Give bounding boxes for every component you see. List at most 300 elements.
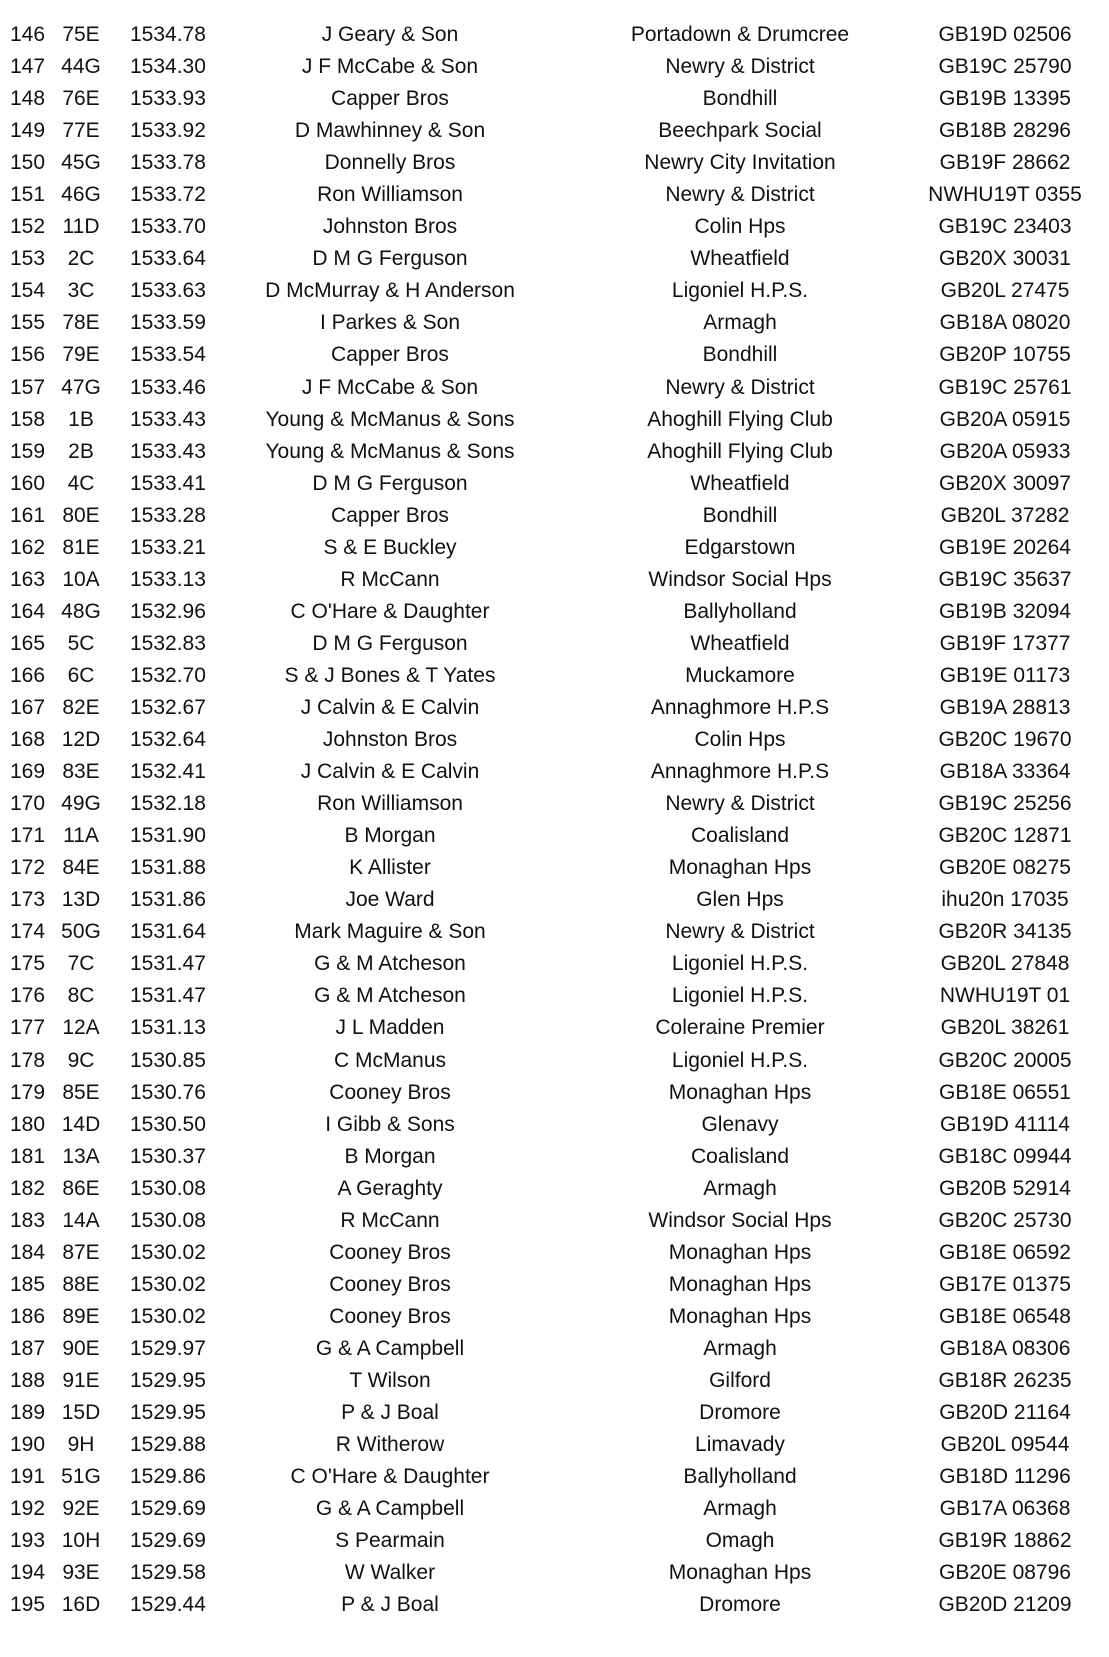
velocity-cell: 1533.63	[130, 279, 206, 303]
ring-number-cell: GB20B 52914	[939, 1176, 1071, 1200]
fancier-name-cell: Ron Williamson	[317, 183, 463, 207]
table-row	[0, 724, 1109, 756]
ring-number-cell: GB19F 28662	[939, 151, 1071, 175]
table-row	[0, 275, 1109, 307]
position-cell: 183	[10, 1208, 46, 1232]
fancier-name-cell: Capper Bros	[331, 503, 449, 527]
velocity-cell: 1533.93	[130, 87, 206, 111]
table-row	[0, 1429, 1109, 1461]
club-name-cell: Armagh	[703, 1336, 777, 1360]
fancier-name-cell: W Walker	[344, 1561, 436, 1585]
position-cell: 153	[10, 247, 46, 271]
club-name-cell: Beechpark Social	[658, 119, 822, 143]
velocity-cell: 1530.37	[130, 1144, 206, 1168]
table-row	[0, 532, 1109, 564]
table-row	[0, 948, 1109, 980]
position-cell: 188	[10, 1368, 46, 1392]
ring-number-cell: GB19C 23403	[938, 215, 1072, 239]
table-row	[0, 1493, 1109, 1525]
velocity-cell: 1533.41	[130, 471, 206, 495]
table-row	[0, 1269, 1109, 1301]
velocity-cell: 1533.92	[130, 119, 206, 143]
position-cell: 161	[10, 503, 46, 527]
fancier-name-cell: J F McCabe & Son	[301, 55, 479, 79]
club-name-cell: Newry & District	[665, 920, 815, 944]
ring-number-cell: GB19C 35637	[938, 567, 1072, 591]
ring-number-cell: GB20A 05933	[939, 439, 1071, 463]
pen-code-cell: 47G	[61, 375, 101, 399]
position-cell: 149	[10, 119, 46, 143]
fancier-name-cell: P & J Boal	[341, 1593, 439, 1617]
velocity-cell: 1533.43	[130, 439, 206, 463]
position-cell: 156	[10, 343, 46, 367]
table-row	[0, 179, 1109, 211]
fancier-name-cell: G & A Campbell	[315, 1497, 465, 1521]
position-cell: 157	[10, 375, 46, 399]
fancier-name-cell: D M G Ferguson	[312, 247, 468, 271]
fancier-name-cell: I Parkes & Son	[319, 311, 461, 335]
table-row	[0, 980, 1109, 1012]
club-name-cell: Windsor Social Hps	[648, 567, 832, 591]
pen-code-cell: 85E	[62, 1080, 100, 1104]
ring-number-cell: GB20C 20005	[938, 1048, 1072, 1072]
table-row	[0, 115, 1109, 147]
ring-number-cell: GB20A 05915	[939, 407, 1071, 431]
fancier-name-cell: G & A Campbell	[315, 1336, 465, 1360]
fancier-name-cell: Joe Ward	[345, 888, 435, 912]
velocity-cell: 1532.41	[130, 760, 206, 784]
pen-code-cell: 3C	[67, 279, 95, 303]
club-name-cell: Armagh	[703, 1176, 777, 1200]
velocity-cell: 1533.21	[130, 535, 206, 559]
club-name-cell: Dromore	[699, 1593, 781, 1617]
pen-code-cell: 8C	[67, 984, 95, 1008]
club-name-cell: Dromore	[699, 1401, 781, 1425]
ring-number-cell: GB20C 25730	[938, 1208, 1072, 1232]
pen-code-cell: 90E	[62, 1336, 100, 1360]
table-row	[0, 372, 1109, 404]
velocity-cell: 1529.97	[130, 1336, 206, 1360]
table-row	[0, 756, 1109, 788]
fancier-name-cell: B Morgan	[344, 1144, 436, 1168]
pen-code-cell: 2C	[67, 247, 95, 271]
club-name-cell: Monaghan Hps	[668, 1272, 812, 1296]
club-name-cell: Monaghan Hps	[668, 1561, 812, 1585]
table-row	[0, 51, 1109, 83]
pen-code-cell: 16D	[61, 1593, 101, 1617]
position-cell: 164	[10, 599, 46, 623]
fancier-name-cell: Cooney Bros	[329, 1272, 451, 1296]
table-row	[0, 1141, 1109, 1173]
club-name-cell: Newry & District	[665, 375, 815, 399]
position-cell: 191	[10, 1465, 46, 1489]
fancier-name-cell: Johnston Bros	[322, 215, 458, 239]
velocity-cell: 1532.18	[130, 792, 206, 816]
ring-number-cell: GB19C 25790	[938, 55, 1072, 79]
fancier-name-cell: G & M Atcheson	[314, 984, 466, 1008]
ring-number-cell: GB20E 08796	[939, 1561, 1071, 1585]
velocity-cell: 1529.95	[130, 1368, 206, 1392]
velocity-cell: 1531.47	[130, 984, 206, 1008]
velocity-cell: 1533.72	[130, 183, 206, 207]
position-cell: 159	[10, 439, 46, 463]
velocity-cell: 1529.88	[130, 1433, 206, 1457]
fancier-name-cell: C O'Hare & Daughter	[290, 1465, 490, 1489]
position-cell: 192	[10, 1497, 46, 1521]
fancier-name-cell: R McCann	[340, 567, 440, 591]
club-name-cell: Armagh	[703, 311, 777, 335]
pen-code-cell: 89E	[62, 1304, 100, 1328]
table-row	[0, 916, 1109, 948]
ring-number-cell: GB18B 28296	[939, 119, 1071, 143]
club-name-cell: Annaghmore H.P.S	[650, 760, 830, 784]
ring-number-cell: GB19B 13395	[939, 87, 1071, 111]
ring-number-cell: GB19C 25761	[938, 375, 1072, 399]
position-cell: 182	[10, 1176, 46, 1200]
fancier-name-cell: D M G Ferguson	[312, 631, 468, 655]
club-name-cell: Colin Hps	[694, 215, 786, 239]
pen-code-cell: 86E	[62, 1176, 100, 1200]
table-row	[0, 660, 1109, 692]
fancier-name-cell: Cooney Bros	[329, 1240, 451, 1264]
table-row	[0, 307, 1109, 339]
pen-code-cell: 13D	[61, 888, 101, 912]
ring-number-cell: GB20L 09544	[940, 1433, 1070, 1457]
fancier-name-cell: B Morgan	[344, 824, 436, 848]
pen-code-cell: 9H	[67, 1433, 95, 1457]
ring-number-cell: GB20C 19670	[938, 728, 1072, 752]
pen-code-cell: 11D	[62, 215, 100, 239]
ring-number-cell: GB20E 08275	[939, 856, 1071, 880]
position-cell: 152	[10, 215, 46, 239]
velocity-cell: 1529.44	[130, 1593, 206, 1617]
pen-code-cell: 11A	[63, 824, 99, 848]
club-name-cell: Ligoniel H.P.S.	[671, 279, 809, 303]
position-cell: 163	[10, 567, 46, 591]
fancier-name-cell: G & M Atcheson	[314, 952, 466, 976]
fancier-name-cell: J L Madden	[335, 1016, 445, 1040]
fancier-name-cell: T Wilson	[349, 1368, 431, 1392]
fancier-name-cell: Capper Bros	[331, 343, 449, 367]
fancier-name-cell: S & E Buckley	[323, 535, 457, 559]
ring-number-cell: GB19F 17377	[939, 631, 1071, 655]
pen-code-cell: 45G	[61, 151, 101, 175]
position-cell: 187	[10, 1336, 46, 1360]
position-cell: 168	[10, 728, 46, 752]
ring-number-cell: GB20C 12871	[938, 824, 1072, 848]
fancier-name-cell: J Calvin & E Calvin	[300, 695, 480, 719]
table-row	[0, 692, 1109, 724]
club-name-cell: Annaghmore H.P.S	[650, 695, 830, 719]
ring-number-cell: GB20L 27475	[940, 279, 1070, 303]
position-cell: 173	[10, 888, 46, 912]
velocity-cell: 1533.70	[130, 215, 206, 239]
velocity-cell: 1529.69	[130, 1529, 206, 1553]
pen-code-cell: 12D	[61, 728, 101, 752]
fancier-name-cell: A Geraghty	[337, 1176, 443, 1200]
club-name-cell: Glenavy	[701, 1112, 779, 1136]
club-name-cell: Monaghan Hps	[668, 1080, 812, 1104]
position-cell: 150	[10, 151, 46, 175]
position-cell: 169	[10, 760, 46, 784]
position-cell: 162	[10, 535, 46, 559]
fancier-name-cell: Capper Bros	[331, 87, 449, 111]
ring-number-cell: GB19D 41114	[940, 1112, 1070, 1136]
club-name-cell: Bondhill	[702, 343, 778, 367]
position-cell: 184	[10, 1240, 46, 1264]
ring-number-cell: GB19C 25256	[938, 792, 1072, 816]
velocity-cell: 1532.67	[130, 695, 206, 719]
club-name-cell: Coalisland	[690, 1144, 790, 1168]
club-name-cell: Bondhill	[702, 87, 778, 111]
table-row	[0, 884, 1109, 916]
fancier-name-cell: Cooney Bros	[329, 1080, 451, 1104]
fancier-name-cell: Young & McManus & Sons	[265, 439, 515, 463]
fancier-name-cell: S & J Bones & T Yates	[284, 663, 496, 687]
ring-number-cell: GB17E 01375	[939, 1272, 1071, 1296]
ring-number-cell: GB18D 11296	[939, 1465, 1071, 1489]
ring-number-cell: GB20P 10755	[939, 343, 1071, 367]
position-cell: 194	[10, 1561, 46, 1585]
velocity-cell: 1530.02	[130, 1304, 206, 1328]
velocity-cell: 1529.58	[130, 1561, 206, 1585]
club-name-cell: Newry & District	[665, 792, 815, 816]
table-row	[0, 468, 1109, 500]
table-row	[0, 820, 1109, 852]
club-name-cell: Colin Hps	[694, 728, 786, 752]
position-cell: 147	[10, 55, 46, 79]
velocity-cell: 1533.46	[130, 375, 206, 399]
table-row	[0, 1557, 1109, 1589]
table-row	[0, 1237, 1109, 1269]
table-row	[0, 339, 1109, 371]
ring-number-cell: GB18A 08020	[939, 311, 1071, 335]
pen-code-cell: 87E	[62, 1240, 100, 1264]
velocity-cell: 1531.88	[130, 856, 206, 880]
table-row	[0, 596, 1109, 628]
fancier-name-cell: R Witherow	[335, 1433, 445, 1457]
position-cell: 166	[10, 663, 46, 687]
club-name-cell: Coleraine Premier	[655, 1016, 825, 1040]
pen-code-cell: 92E	[62, 1497, 100, 1521]
table-row	[0, 404, 1109, 436]
velocity-cell: 1530.50	[130, 1112, 206, 1136]
table-row	[0, 83, 1109, 115]
velocity-cell: 1530.02	[130, 1272, 206, 1296]
position-cell: 171	[10, 824, 46, 848]
pen-code-cell: 93E	[62, 1561, 100, 1585]
club-name-cell: Limavady	[695, 1433, 785, 1457]
fancier-name-cell: J F McCabe & Son	[301, 375, 479, 399]
velocity-cell: 1533.64	[130, 247, 206, 271]
table-row	[0, 1397, 1109, 1429]
velocity-cell: 1533.43	[130, 407, 206, 431]
club-name-cell: Gilford	[709, 1368, 771, 1392]
results-table	[0, 19, 1109, 1621]
pen-code-cell: 82E	[62, 695, 100, 719]
table-row	[0, 436, 1109, 468]
fancier-name-cell: P & J Boal	[341, 1401, 439, 1425]
position-cell: 151	[10, 183, 46, 207]
position-cell: 148	[10, 87, 46, 111]
club-name-cell: Windsor Social Hps	[648, 1208, 832, 1232]
pen-code-cell: 80E	[62, 503, 100, 527]
pen-code-cell: 14D	[61, 1112, 101, 1136]
velocity-cell: 1533.28	[130, 503, 206, 527]
pen-code-cell: 78E	[62, 311, 100, 335]
position-cell: 176	[10, 984, 46, 1008]
ring-number-cell: GB20D 21164	[939, 1401, 1071, 1425]
pen-code-cell: 5C	[67, 631, 95, 655]
pen-code-cell: 51G	[61, 1465, 101, 1489]
pen-code-cell: 84E	[62, 856, 100, 880]
table-row	[0, 628, 1109, 660]
table-row	[0, 852, 1109, 884]
position-cell: 170	[10, 792, 46, 816]
table-row	[0, 564, 1109, 596]
ring-number-cell: GB18E 06592	[939, 1240, 1071, 1264]
velocity-cell: 1529.69	[130, 1497, 206, 1521]
pen-code-cell: 46G	[61, 183, 101, 207]
table-row	[0, 500, 1109, 532]
pen-code-cell: 9C	[67, 1048, 95, 1072]
fancier-name-cell: D Mawhinney & Son	[294, 119, 486, 143]
ring-number-cell: GB20L 37282	[940, 503, 1070, 527]
table-row	[0, 1173, 1109, 1205]
position-cell: 155	[10, 311, 46, 335]
velocity-cell: 1529.86	[130, 1465, 206, 1489]
table-row	[0, 1589, 1109, 1621]
table-row	[0, 1301, 1109, 1333]
velocity-cell: 1533.78	[130, 151, 206, 175]
fancier-name-cell: S Pearmain	[335, 1529, 445, 1553]
table-row	[0, 1365, 1109, 1397]
position-cell: 190	[10, 1433, 46, 1457]
ring-number-cell: GB20X 30031	[939, 247, 1071, 271]
club-name-cell: Omagh	[705, 1529, 775, 1553]
club-name-cell: Ligoniel H.P.S.	[671, 952, 809, 976]
fancier-name-cell: Donnelly Bros	[324, 151, 456, 175]
ring-number-cell: GB19E 20264	[939, 535, 1071, 559]
velocity-cell: 1531.86	[130, 888, 206, 912]
ring-number-cell: GB18A 33364	[939, 760, 1071, 784]
club-name-cell: Monaghan Hps	[668, 1304, 812, 1328]
ring-number-cell: GB18E 06551	[939, 1080, 1071, 1104]
fancier-name-cell: I Gibb & Sons	[325, 1112, 455, 1136]
position-cell: 158	[10, 407, 46, 431]
ring-number-cell: NWHU19T 0355	[928, 183, 1082, 207]
club-name-cell: Wheatfield	[690, 471, 790, 495]
velocity-cell: 1530.02	[130, 1240, 206, 1264]
club-name-cell: Wheatfield	[690, 247, 790, 271]
fancier-name-cell: D M G Ferguson	[312, 471, 468, 495]
pen-code-cell: 44G	[61, 55, 101, 79]
pen-code-cell: 14A	[62, 1208, 100, 1232]
pen-code-cell: 12A	[62, 1016, 100, 1040]
ring-number-cell: GB19B 32094	[939, 599, 1071, 623]
ring-number-cell: GB20L 38261	[940, 1016, 1070, 1040]
club-name-cell: Glen Hps	[696, 888, 784, 912]
fancier-name-cell: Cooney Bros	[329, 1304, 451, 1328]
ring-number-cell: GB19R 18862	[938, 1529, 1072, 1553]
velocity-cell: 1532.83	[130, 631, 206, 655]
position-cell: 146	[10, 23, 46, 46]
club-name-cell: Wheatfield	[690, 631, 790, 655]
pen-code-cell: 50G	[61, 920, 101, 944]
table-row	[0, 1525, 1109, 1557]
position-cell: 186	[10, 1304, 46, 1328]
ring-number-cell: GB20X 30097	[939, 471, 1071, 495]
fancier-name-cell: Mark Maguire & Son	[294, 920, 486, 944]
fancier-name-cell: C McManus	[333, 1048, 447, 1072]
position-cell: 180	[10, 1112, 46, 1136]
position-cell: 172	[10, 856, 46, 880]
club-name-cell: Edgarstown	[684, 535, 796, 559]
club-name-cell: Bondhill	[702, 503, 778, 527]
club-name-cell: Ahoghill Flying Club	[647, 407, 833, 431]
table-row	[0, 243, 1109, 275]
velocity-cell: 1530.85	[130, 1048, 206, 1072]
velocity-cell: 1531.64	[130, 920, 206, 944]
position-cell: 165	[10, 631, 46, 655]
velocity-cell: 1530.76	[130, 1080, 206, 1104]
club-name-cell: Monaghan Hps	[668, 1240, 812, 1264]
velocity-cell: 1532.70	[130, 663, 206, 687]
table-row	[0, 147, 1109, 179]
table-row	[0, 1205, 1109, 1237]
ring-number-cell: GB20L 27848	[940, 952, 1070, 976]
fancier-name-cell: C O'Hare & Daughter	[290, 599, 490, 623]
fancier-name-cell: R McCann	[340, 1208, 440, 1232]
fancier-name-cell: J Calvin & E Calvin	[300, 760, 480, 784]
velocity-cell: 1533.54	[130, 343, 206, 367]
ring-number-cell: GB19E 01173	[939, 663, 1071, 687]
position-cell: 175	[10, 952, 46, 976]
pen-code-cell: 83E	[62, 760, 100, 784]
club-name-cell: Ballyholland	[683, 1465, 797, 1489]
pen-code-cell: 10H	[61, 1529, 101, 1553]
pen-code-cell: 15D	[61, 1401, 101, 1425]
pen-code-cell: 48G	[61, 599, 101, 623]
pen-code-cell: 2B	[68, 439, 94, 463]
velocity-cell: 1531.47	[130, 952, 206, 976]
velocity-cell: 1532.96	[130, 599, 206, 623]
pen-code-cell: 13A	[62, 1144, 100, 1168]
table-row	[0, 1077, 1109, 1109]
club-name-cell: Coalisland	[690, 824, 790, 848]
pen-code-cell: 77E	[62, 119, 100, 143]
ring-number-cell: NWHU19T 01	[939, 984, 1071, 1008]
fancier-name-cell: Young & McManus & Sons	[265, 407, 515, 431]
pen-code-cell: 79E	[62, 343, 100, 367]
pen-code-cell: 81E	[62, 535, 100, 559]
ring-number-cell: GB19A 28813	[939, 695, 1071, 719]
position-cell: 193	[10, 1529, 46, 1553]
club-name-cell: Newry & District	[665, 55, 815, 79]
position-cell: 181	[10, 1144, 46, 1168]
table-row	[0, 211, 1109, 243]
velocity-cell: 1533.59	[130, 311, 206, 335]
velocity-cell: 1530.08	[130, 1208, 206, 1232]
table-row	[0, 1461, 1109, 1493]
pen-code-cell: 4C	[67, 471, 95, 495]
ring-number-cell: GB20R 34135	[938, 920, 1072, 944]
fancier-name-cell: D McMurray & H Anderson	[265, 279, 515, 303]
position-cell: 178	[10, 1048, 46, 1072]
club-name-cell: Muckamore	[685, 663, 795, 687]
velocity-cell: 1530.08	[130, 1176, 206, 1200]
ring-number-cell: ihu20n 17035	[941, 888, 1069, 912]
